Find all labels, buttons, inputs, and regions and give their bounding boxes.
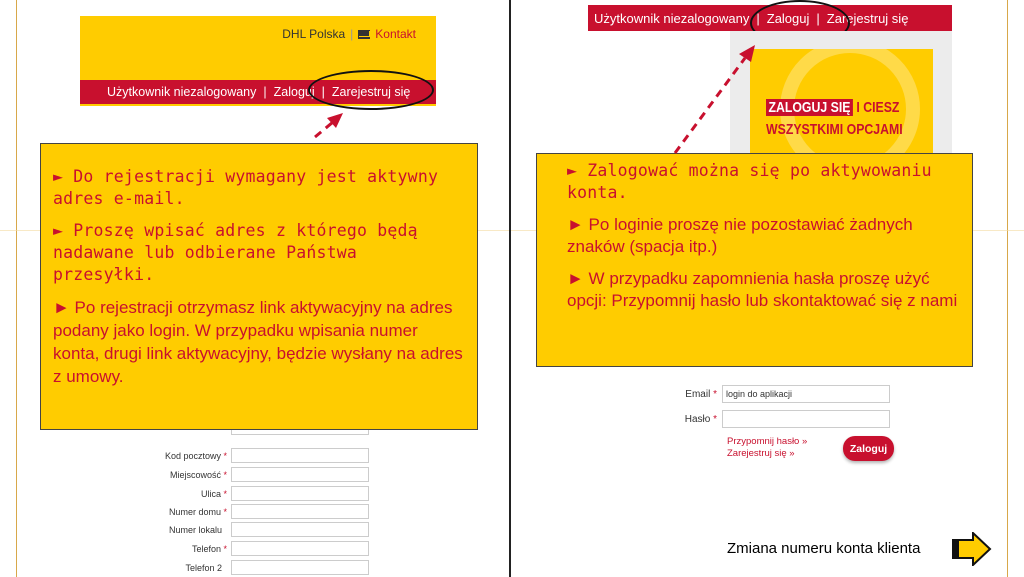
info-login-no-spaces: ► Po loginie proszę nie pozostawiać żadnych znaków (spacja itp.)	[567, 215, 913, 256]
promo-highlight: ZALOGUJ SIĘ	[766, 99, 853, 116]
form-label: Telefon *	[191, 543, 227, 554]
form-label: Numer domu *	[168, 506, 227, 517]
email-input[interactable]: login do aplikacji	[722, 385, 890, 403]
info-registration-address: ► Proszę wpisać adres z którego będą nadawane lub odbierane Państwa przesyłki.	[53, 221, 418, 284]
top-nav-separator: |	[350, 27, 354, 41]
right-arrow-head	[739, 45, 755, 62]
user-status: Użytkownik niezalogowany	[107, 85, 257, 99]
form-label: Ulica *	[200, 488, 227, 499]
register-link[interactable]: Zarejestruj się	[826, 10, 909, 26]
info-login-activation: ► Zalogować można się po aktywowaniu konta.	[567, 161, 932, 202]
pipe-separator: |	[816, 10, 820, 26]
user-status: Użytkownik niezalogowany	[594, 10, 750, 26]
form-label: Kod pocztowy *	[164, 450, 227, 461]
promo-line2: WSZYSTKIMI OPCJAMI	[766, 121, 903, 138]
login-link[interactable]: Zaloguj	[273, 85, 315, 99]
info-registration-email: ► Do rejestracji wymagany jest aktywny adres e-mail.	[53, 167, 439, 208]
next-arrow-icon[interactable]	[950, 532, 992, 566]
email-label: Email *	[685, 388, 717, 400]
right-arrow-line	[675, 58, 745, 153]
register-link-small[interactable]: Zarejestruj się »	[727, 448, 795, 459]
next-slide-label: Zmiana numeru konta klienta	[727, 540, 921, 557]
form-label: Miejscowość *	[169, 469, 227, 480]
kontakt-link[interactable]: Kontakt	[375, 27, 416, 41]
pipe-separator: |	[321, 85, 325, 99]
login-link[interactable]: Zaloguj	[766, 10, 810, 26]
register-link[interactable]: Zarejestruj się	[331, 85, 411, 99]
login-submit-button[interactable]: Zaloguj	[843, 436, 894, 461]
left-arrow-line	[315, 122, 333, 137]
pipe-separator: |	[756, 10, 760, 26]
form-label: Numer lokalu	[168, 524, 222, 535]
promo-line1: I CIESZ	[856, 99, 900, 116]
dhl-polska-link[interactable]: DHL Polska	[282, 27, 346, 41]
password-label: Hasło *	[684, 413, 717, 425]
pipe-separator: |	[263, 85, 267, 99]
info-activation-link: ► Po rejestracji otrzymasz link aktywacyjny na adres podany jako login. W przypadku wpisania numer konta, drugi link aktywacyjny, będzie wysłany na adres z umowy.	[53, 298, 463, 386]
remind-password-link[interactable]: Przypomnij hasło »	[727, 436, 808, 447]
form-label: Telefon 2	[185, 562, 222, 573]
info-password-reminder: ► W przypadku zapomnienia hasła proszę użyć opcji: Przypomnij hasło lub skontaktować się z nami	[567, 269, 958, 310]
